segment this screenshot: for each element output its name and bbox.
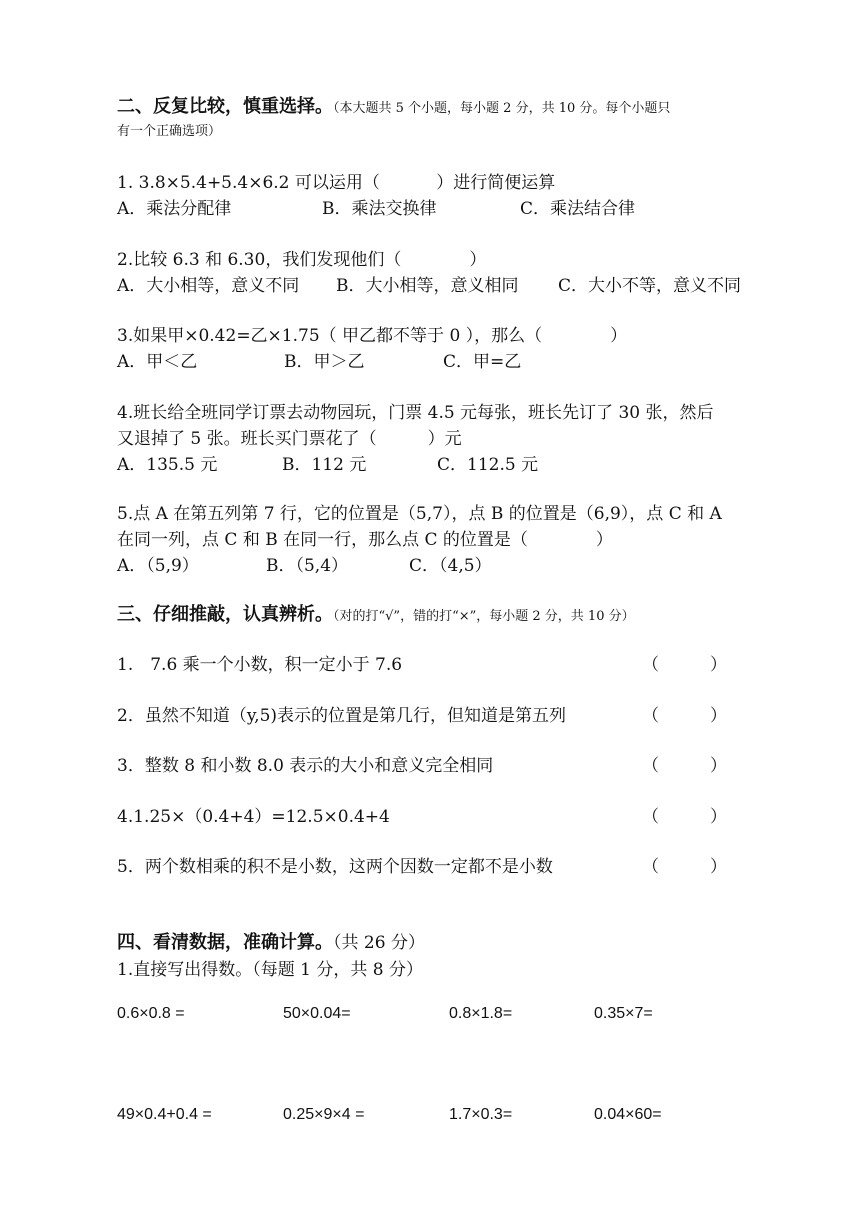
q1-stem: 1. 3.8×5.4+5.4×6.2 可以运用（ ）进行简便运算: [117, 173, 556, 193]
q5-option-b: B．（5,4）: [266, 556, 349, 576]
judge-item-2: 2．虽然不知道（y,5)表示的位置是第几行，但知道是第五列: [117, 706, 567, 726]
q1-option-c: C．乘法结合律: [520, 199, 636, 219]
judge-answer-3[interactable]: （ ）: [642, 756, 727, 776]
section-4-heading: [117, 928, 425, 954]
calc-4: 0.35×7=: [594, 1005, 653, 1022]
q1-option-b: B．乘法交换律: [322, 199, 437, 219]
judge-answer-2[interactable]: （ ）: [642, 706, 727, 726]
calc-3: 0.8×1.8=: [449, 1005, 513, 1022]
section-2-note-cont: 有一个正确选项）: [117, 124, 222, 139]
q3-option-a: A．甲＜乙: [117, 352, 198, 372]
q5-stem-cont: 在同一列，点 C 和 B 在同一行，那么点 C 的位置是（ ）: [117, 530, 613, 550]
calc-2: 50×0.04=: [283, 1005, 351, 1022]
calc-5: 49×0.4+0.4 =: [117, 1106, 212, 1123]
judge-item-1: 1. 7.6 乘一个小数，积一定小于 7.6: [117, 655, 403, 675]
judge-answer-4[interactable]: （ ）: [642, 807, 727, 827]
section-4-note: （共 26 分）: [333, 933, 425, 953]
judge-item-5: 5．两个数相乘的积不是小数，这两个因数一定都不是小数: [117, 857, 553, 877]
q1-option-a: A．乘法分配律: [117, 199, 232, 219]
q5-stem: 5.点 A 在第五列第 7 行，它的位置是（5,7），点 B 的位置是（6,9），点 C 和 A: [117, 504, 722, 524]
q2-option-a: A．大小相等，意义不同: [117, 276, 300, 296]
judge-answer-5[interactable]: （ ）: [642, 857, 727, 877]
q4-stem: 4.班长给全班同学订票去动物园玩，门票 4.5 元每张，班长先订了 30 张，然后: [117, 403, 714, 423]
q4-option-c: C．112.5 元: [437, 455, 539, 475]
judge-answer-1[interactable]: （ ）: [642, 655, 727, 675]
q4-option-b: B．112 元: [282, 455, 367, 475]
q2-option-c: C．大小不等，意义不同: [558, 276, 742, 296]
q3-stem: 3.如果甲×0.42=乙×1.75（ 甲乙都不等于 0 ），那么（ ）: [117, 326, 628, 346]
q4-stem-cont: 又退掉了 5 张。班长买门票花了（ ）元: [117, 429, 462, 449]
q2-option-b: B．大小相等，意义相同: [336, 276, 519, 296]
calc-8: 0.04×60=: [594, 1106, 662, 1123]
calc-1: 0.6×0.8 =: [117, 1005, 185, 1022]
section-4-title: 四、看清数据，准确计算。: [117, 932, 333, 953]
section-2-heading: [117, 92, 670, 118]
q2-stem: 2.比较 6.3 和 6.30，我们发现他们（ ）: [117, 250, 487, 270]
judge-item-3: 3．整数 8 和小数 8.0 表示的大小和意义完全相同: [117, 756, 494, 776]
q4-option-a: A．135.5 元: [117, 455, 218, 475]
calc-6: 0.25×9×4 =: [283, 1106, 365, 1123]
judge-item-4: 4.1.25×（0.4+4）=12.5×0.4+4: [117, 807, 390, 827]
section-4-sub1: 1.直接写出得数。（每题 1 分，共 8 分）: [117, 960, 423, 980]
section-2-title: 二、反复比较，慎重选择。: [117, 96, 333, 117]
q3-option-c: C．甲=乙: [443, 352, 522, 372]
section-3-heading: [117, 600, 635, 626]
section-3-note: （对的打“√”，错的打“×”，每小题 2 分，共 10 分）: [333, 609, 635, 624]
calc-7: 1.7×0.3=: [449, 1106, 513, 1123]
section-3-title: 三、仔细推敲，认真辨析。: [117, 604, 333, 625]
q3-option-b: B．甲＞乙: [284, 352, 365, 372]
q5-option-a: A．（5,9）: [117, 556, 199, 576]
q5-option-c: C．（4,5）: [409, 556, 492, 576]
section-2-note: （本大题共 5 个小题，每小题 2 分，共 10 分。每个小题只: [333, 101, 671, 116]
